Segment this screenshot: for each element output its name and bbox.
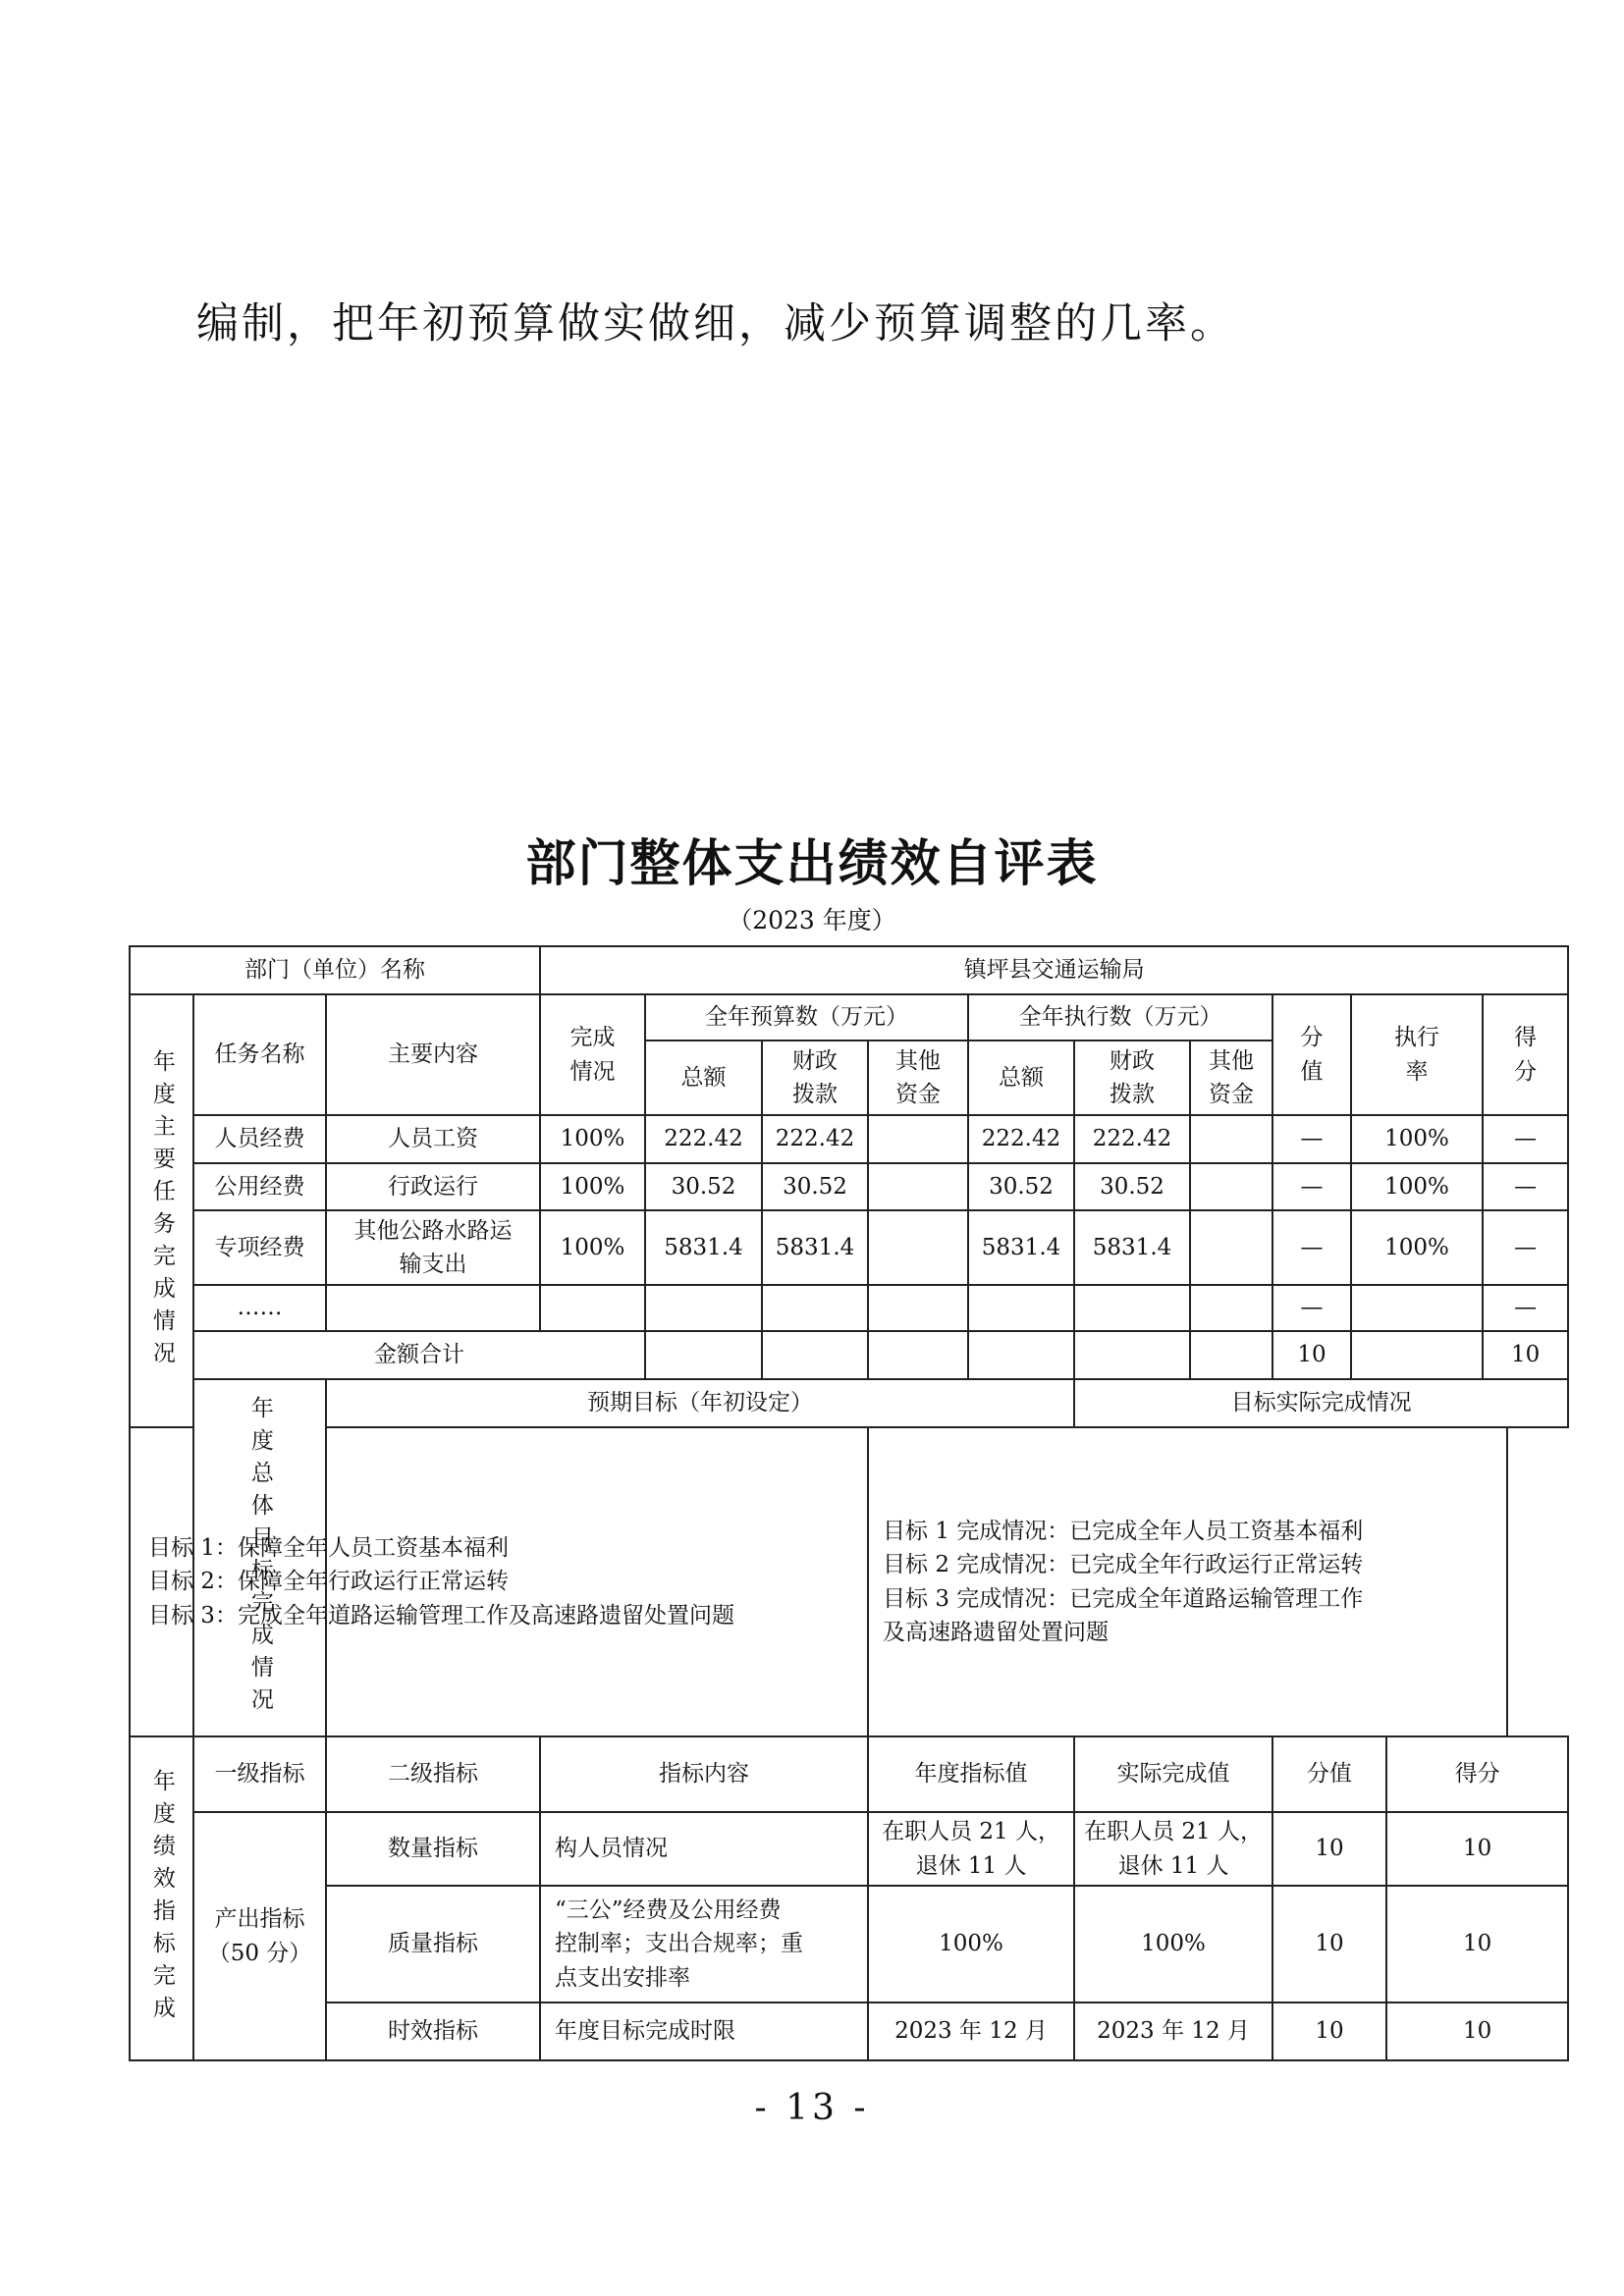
total-exec xyxy=(968,1331,1074,1379)
actual-goal-2: 目标 2 完成情况：已完成全年行政运行正常运转 xyxy=(883,1552,1364,1577)
score-value: — xyxy=(1272,1285,1351,1331)
header-exec-total: 总额 xyxy=(968,1041,1074,1115)
page-number: - 13 - xyxy=(754,2088,870,2128)
budget-fiscal: 222.42 xyxy=(762,1115,868,1163)
page-title: 部门整体支出绩效自评表 xyxy=(525,834,1099,893)
intro-paragraph: 编制，把年初预算做实做细，减少预算调整的几率。 xyxy=(196,299,1235,348)
indicator-annual-value: 2023 年 12 月 xyxy=(868,2002,1074,2060)
exec-fiscal: 30.52 xyxy=(1074,1163,1190,1210)
exec-total: 5831.4 xyxy=(968,1210,1074,1285)
total-row xyxy=(130,1331,1568,1379)
indicator-annual-value: 在职人员 21 人， 退休 11 人 xyxy=(868,1812,1074,1886)
exec-other xyxy=(1190,1210,1272,1285)
task-completion: 100% xyxy=(540,1210,645,1285)
table-row xyxy=(130,1163,1568,1210)
header-budget-fiscal: 财政 拨款 xyxy=(762,1041,868,1115)
header-level1: 一级指标 xyxy=(193,1736,326,1812)
score-value: — xyxy=(1272,1210,1351,1285)
indicator-content: 年度目标完成时限 xyxy=(540,2002,868,2060)
header-score: 得 分 xyxy=(1483,994,1568,1115)
header-indicator-content: 指标内容 xyxy=(540,1736,868,1812)
budget-other xyxy=(868,1115,968,1163)
header-completion: 完成 情况 xyxy=(540,994,645,1115)
exec-rate: 100% xyxy=(1351,1163,1483,1210)
indicator-level2: 数量指标 xyxy=(326,1812,540,1886)
exec-fiscal: 222.42 xyxy=(1074,1115,1190,1163)
exec-fiscal xyxy=(1074,1285,1190,1331)
budget-total xyxy=(645,1285,762,1331)
table-row xyxy=(130,1210,1568,1285)
indicator-actual-value: 在职人员 21 人， 退休 11 人 xyxy=(1074,1812,1272,1886)
task-content: 人员工资 xyxy=(326,1115,540,1163)
total-budget xyxy=(645,1331,762,1379)
total-score-value: 10 xyxy=(1272,1331,1351,1379)
indicator-group: 产出指标 （50 分） xyxy=(193,1812,326,2060)
budget-total: 5831.4 xyxy=(645,1210,762,1285)
total-score: 10 xyxy=(1483,1331,1568,1379)
header-exec-rate: 执行 率 xyxy=(1351,994,1483,1115)
table-row xyxy=(130,1812,1568,1886)
indicator-level2: 质量指标 xyxy=(326,1886,540,2002)
indicator-score: 10 xyxy=(1386,1812,1568,1886)
task-content: 行政运行 xyxy=(326,1163,540,1210)
header-budget-group: 全年预算数（万元） xyxy=(645,994,968,1041)
indicator-actual-value: 100% xyxy=(1074,1886,1272,2002)
actual-goal-3-cont: 及高速路遗留处置问题 xyxy=(883,1620,1110,1645)
header-budget-other: 其他 资金 xyxy=(868,1041,968,1115)
indicators-header-row xyxy=(130,1736,1568,1812)
table-row xyxy=(130,1886,1568,2002)
header-exec-group: 全年执行数（万元） xyxy=(968,994,1272,1041)
budget-total: 30.52 xyxy=(645,1163,762,1210)
exec-total xyxy=(968,1285,1074,1331)
task-name: 人员经费 xyxy=(193,1115,326,1163)
dept-value: 镇坪县交通运输局 xyxy=(540,946,1568,994)
budget-other xyxy=(868,1163,968,1210)
exec-other xyxy=(1190,1115,1272,1163)
section2-side-label: 年度总体目标完成情况 xyxy=(193,1379,326,1736)
table-row xyxy=(130,2002,1568,2060)
total-exec-other xyxy=(1190,1331,1272,1379)
score: — xyxy=(1483,1285,1568,1331)
header-level2: 二级指标 xyxy=(326,1736,540,1812)
actual-goal-1: 目标 1 完成情况：已完成全年人员工资基本福利 xyxy=(883,1518,1364,1544)
exec-total: 30.52 xyxy=(968,1163,1074,1210)
exec-other xyxy=(1190,1285,1272,1331)
total-budget-other xyxy=(868,1331,968,1379)
exec-rate: 100% xyxy=(1351,1210,1483,1285)
actual-goal-3: 目标 3 完成情况：已完成全年道路运输管理工作 xyxy=(883,1585,1364,1612)
dept-label: 部门（单位）名称 xyxy=(130,946,540,994)
task-completion: 100% xyxy=(540,1115,645,1163)
score: — xyxy=(1483,1115,1568,1163)
indicator-score: 10 xyxy=(1386,1886,1568,2002)
task-completion xyxy=(540,1285,645,1331)
indicator-content: 构人员情况 xyxy=(540,1812,868,1886)
section1-side-label: 年度主要任务完成情况 xyxy=(130,994,193,1427)
actual-goals xyxy=(868,1427,1507,1736)
indicator-score-value: 10 xyxy=(1272,1812,1386,1886)
task-name: 公用经费 xyxy=(193,1163,326,1210)
budget-fiscal: 5831.4 xyxy=(762,1210,868,1285)
budget-fiscal: 30.52 xyxy=(762,1163,868,1210)
total-rate xyxy=(1351,1331,1483,1379)
header-budget-total: 总额 xyxy=(645,1041,762,1115)
task-content xyxy=(326,1285,540,1331)
indicator-content: “三公”经费及公用经费 控制率；支出合规率；重 点支出安排率 xyxy=(540,1886,868,2002)
actual-goals-header: 目标实际完成情况 xyxy=(1074,1379,1568,1427)
total-exec-fiscal xyxy=(1074,1331,1190,1379)
header-exec-fiscal: 财政 拨款 xyxy=(1074,1041,1190,1115)
exec-rate xyxy=(1351,1285,1483,1331)
score: — xyxy=(1483,1163,1568,1210)
exec-total: 222.42 xyxy=(968,1115,1074,1163)
score-value: — xyxy=(1272,1163,1351,1210)
budget-other xyxy=(868,1285,968,1331)
indicator-actual-value: 2023 年 12 月 xyxy=(1074,2002,1272,2060)
indicator-score-value: 10 xyxy=(1272,1886,1386,2002)
goals-header-row xyxy=(130,1379,1568,1427)
expected-goal-3: 目标 3：完成全年道路运输管理工作及高速路遗留处置问题 xyxy=(148,1602,734,1629)
expected-goal-2: 目标 2：保障全年行政运行正常运转 xyxy=(148,1569,509,1595)
header-score-value: 分值 xyxy=(1272,1736,1386,1812)
score: — xyxy=(1483,1210,1568,1285)
budget-total: 222.42 xyxy=(645,1115,762,1163)
expected-goals-header: 预期目标（年初设定） xyxy=(326,1379,1074,1427)
header-actual-value: 实际完成值 xyxy=(1074,1736,1272,1812)
score-value: — xyxy=(1272,1115,1351,1163)
table-row xyxy=(130,1115,1568,1163)
task-name: 专项经费 xyxy=(193,1210,326,1285)
indicator-score: 10 xyxy=(1386,2002,1568,2060)
tasks-header-row xyxy=(130,994,1568,1041)
header-annual-value: 年度指标值 xyxy=(868,1736,1074,1812)
total-budget-fiscal xyxy=(762,1331,868,1379)
expected-goals xyxy=(130,1427,868,1736)
table-row xyxy=(130,1285,1568,1331)
task-name: …… xyxy=(193,1285,326,1331)
exec-other xyxy=(1190,1163,1272,1210)
expected-goal-1: 目标 1：保障全年人员工资基本福利 xyxy=(148,1534,509,1561)
goals-content-row xyxy=(130,1427,1568,1736)
header-main-content: 主要内容 xyxy=(326,994,540,1115)
indicator-level2: 时效指标 xyxy=(326,2002,540,2060)
header-score-value: 分 值 xyxy=(1272,994,1351,1115)
task-completion: 100% xyxy=(540,1163,645,1210)
budget-fiscal xyxy=(762,1285,868,1331)
indicator-annual-value: 100% xyxy=(868,1886,1074,2002)
exec-fiscal: 5831.4 xyxy=(1074,1210,1190,1285)
exec-rate: 100% xyxy=(1351,1115,1483,1163)
dept-row xyxy=(130,946,1568,994)
section3-side-label: 年度绩效指标完成 xyxy=(130,1736,193,2060)
evaluation-table xyxy=(129,945,1569,2061)
task-content: 其他公路水路运 输支出 xyxy=(326,1210,540,1285)
budget-other xyxy=(868,1210,968,1285)
total-label: 金额合计 xyxy=(193,1331,645,1379)
indicator-score-value: 10 xyxy=(1272,2002,1386,2060)
header-score: 得分 xyxy=(1386,1736,1568,1812)
header-exec-other: 其他 资金 xyxy=(1190,1041,1272,1115)
page-subtitle: （2023 年度） xyxy=(728,906,896,934)
header-task-name: 任务名称 xyxy=(193,994,326,1115)
